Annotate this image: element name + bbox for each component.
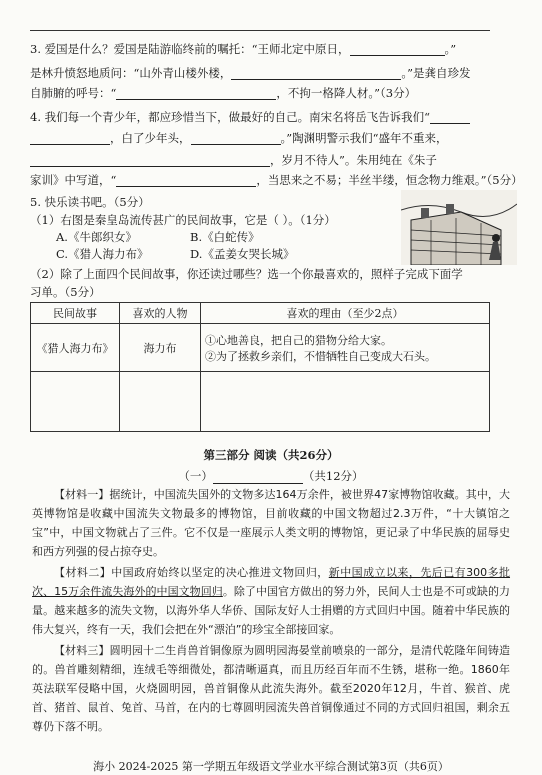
- cell-empty[interactable]: [120, 372, 201, 432]
- q4-line3: [30, 153, 520, 167]
- q3-text: ，不拘一格降人材。”（3分）: [276, 86, 417, 100]
- material-2-text: 。除了中国官方做出的努力外，民间人士也是不可或缺的力量。越来越多的流失文物，以海外华人华侨、国际友好人士捐赠的方式回归中国。随着中华民族的伟大复兴，终有一天，我们会把在外“漂泊”的珍宝全部接回家。: [32, 585, 511, 636]
- q4-text: 。”陶渊明警示我们“盛年不重来，: [280, 131, 448, 145]
- section-score: （共12分）: [302, 469, 364, 483]
- answer-blank[interactable]: [191, 132, 281, 145]
- q3-line2: [30, 66, 520, 80]
- q3-text: 是林升愤怒地质问：“山外青山楼外楼，: [30, 66, 232, 80]
- page-footer: 海小 2024-2025 第一学期五年级语文学业水平综合测试第3页（共6页）: [93, 760, 449, 773]
- q3-line1: [30, 42, 520, 56]
- learning-table: [30, 302, 490, 432]
- q4-text: ，白了少年头，: [110, 131, 191, 145]
- q4-text: ，岁月不待人”。朱用纯在《朱子: [270, 153, 437, 167]
- part3-title: 第三部分 阅读（共26分）: [203, 448, 339, 462]
- q3-text: 。”是龚自珍发: [401, 66, 471, 80]
- col-header-story: 民间故事: [31, 303, 120, 324]
- option-c[interactable]: C.《猎人海力布》: [56, 247, 149, 261]
- q3-line3: [30, 86, 520, 100]
- q3-text: 。”: [444, 42, 457, 56]
- q3-text: 自肺腑的呼号：“: [30, 86, 117, 100]
- q3-text: 3. 爱国是什么？爱国是陆游临终前的嘱托：“王师北定中原日，: [30, 42, 350, 56]
- col-header-character: 喜欢的人物: [120, 303, 201, 324]
- q4-text: 家训》中写道，“: [30, 173, 117, 187]
- q4-line1: [30, 110, 520, 124]
- cell-empty[interactable]: [31, 372, 120, 432]
- material-2-underlined: 新中国成立以来，先后已有300多批次、15万余件流失海外的中国文物回归: [32, 566, 511, 598]
- answer-blank[interactable]: [30, 154, 270, 167]
- material-2-text: 【材料二】中国政府始终以坚定的决心推进文物回归，: [54, 566, 329, 579]
- answer-blank[interactable]: [116, 174, 256, 187]
- answer-blank[interactable]: [231, 67, 401, 80]
- cell-character: 海力布: [120, 324, 201, 372]
- cell-empty[interactable]: [201, 372, 490, 432]
- material-3: 【材料三】圆明园十二生肖兽首铜像原为圆明园海晏堂前喷泉的一部分，是清代乾隆年间铸造的。兽首雕刻精细，连绒毛等细微处，都清晰逼真，而且历经百年而不生锈，堪称一绝。1860年英法联军侵略中国，火烧圆明园，兽首铜像从此流失海外。截至2020年12月，牛首、猴首、虎首、猪首、鼠首、兔首、马首，在内的七尊圆明园流失兽首铜像通过不同的方式回归祖国，剩余五尊仍下落不明。: [32, 644, 510, 733]
- material-1: 【材料一】据统计，中国流失国外的文物多达164万余件，被世界47家博物馆收藏。其中，大英博物馆是收藏中国流失文物最多的博物馆，目前收藏的中国文物超过2.3万件，“十大镇馆之宝”中，中国文物就占了三件。它不仅是一座展示人类文明的博物馆，更记录了中华民族的屈辱史和西方列强的侵占掠夺史。: [32, 488, 510, 558]
- q4-text: 4. 我们每一个青少年，都应珍惜当下，做最好的自己。南宋名将岳飞告诉我们“: [30, 110, 431, 124]
- option-a[interactable]: A.《牛郎织女》: [56, 230, 137, 244]
- q5-title: 5. 快乐读书吧。（5分）: [30, 195, 150, 209]
- reason-1: ①心地善良，把自己的猎物分给大家。: [205, 333, 392, 347]
- table-row-empty: [31, 372, 490, 432]
- answer-blank[interactable]: [430, 111, 470, 124]
- q5-sub2-line1: （2）除了上面四个民间故事，你还读过哪些？选一个你最喜欢的，照样子完成下面学: [30, 267, 463, 281]
- material-2: [32, 563, 510, 639]
- table-header-row: [31, 303, 490, 324]
- answer-blank[interactable]: [30, 132, 110, 145]
- col-header-reason: 喜欢的理由（至少2点）: [201, 303, 490, 324]
- option-d[interactable]: D.《孟姜女哭长城》: [190, 247, 295, 261]
- q5-sub1: （1）右图是秦皇岛流传甚广的民间故事，它是（ ）。（1分）: [30, 213, 336, 227]
- reason-2: ②为了拯救乡亲们，不惜牺牲自己变成大石头。: [205, 349, 436, 363]
- q4-line4: [30, 173, 523, 187]
- q4-text: ，当思来之不易；半丝半缕，恒念物力维艰。”（5分）: [256, 173, 523, 187]
- q4-line2: [30, 131, 520, 145]
- option-b[interactable]: B.《白蛇传》: [190, 230, 260, 244]
- great-wall-illustration: [401, 190, 517, 265]
- cell-reason: [201, 324, 490, 372]
- table-row: [31, 324, 490, 372]
- cell-story: 《猎人海力布》: [31, 324, 120, 372]
- answer-blank[interactable]: [350, 43, 445, 56]
- answer-blank[interactable]: [116, 87, 276, 100]
- part3-subheader: [0, 468, 542, 484]
- q5-sub2-line2: 习单。（5分）: [30, 285, 101, 299]
- section-title-blank[interactable]: [213, 471, 303, 484]
- section-number: （一）: [178, 469, 213, 483]
- top-rule: [30, 30, 490, 31]
